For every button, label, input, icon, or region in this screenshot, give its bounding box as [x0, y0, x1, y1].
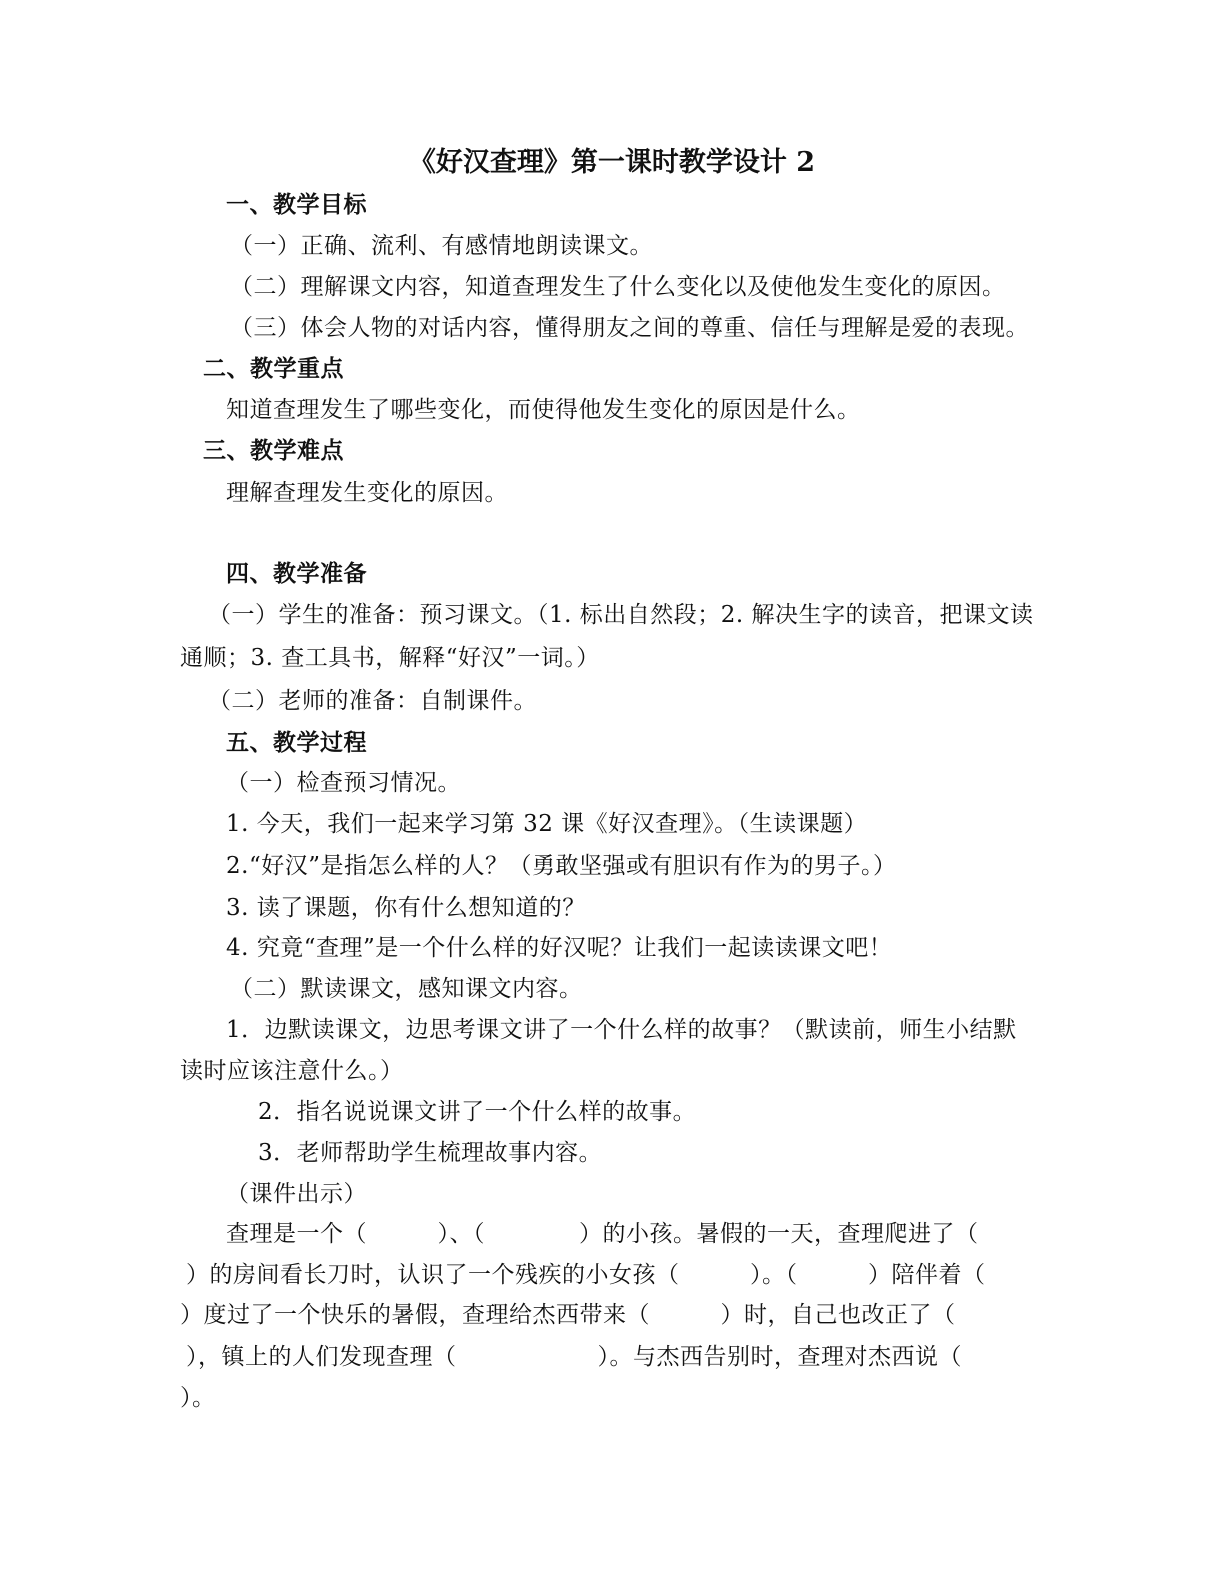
section-heading-process: 五、教学过程 [226, 729, 367, 756]
preparation-item-continued: 通顺；3. 查工具书，解释“好汉”一词。） [180, 645, 600, 671]
process-subheading: （二）默读课文，感知课文内容。 [230, 976, 583, 1002]
fill-in-blank-line: ）。 [180, 1385, 216, 1411]
process-item: 2.“好汉”是指怎么样的人？（勇敢坚强或有胆识有作为的男子。） [226, 853, 897, 879]
objective-item: （一）正确、流利、有感情地朗读课文。 [230, 233, 653, 259]
process-item: 1. 今天，我们一起来学习第 32 课《好汉查理》。（生读课题） [226, 811, 868, 837]
section-heading-key-points: 二、教学重点 [203, 355, 344, 382]
process-item: 3. 读了课题，你有什么想知道的？ [226, 895, 586, 921]
section-heading-difficulties: 三、教学难点 [203, 437, 344, 464]
process-item: 4. 究竟“查理”是一个什么样的好汉呢？让我们一起读读课文吧！ [226, 935, 893, 961]
preparation-item: （二）老师的准备：自制课件。 [208, 688, 537, 714]
process-item: 2．指名说说课文讲了一个什么样的故事。 [258, 1099, 697, 1125]
process-subheading: （一）检查预习情况。 [226, 770, 461, 796]
fill-in-blank-line: 查理是一个（ ）、（ ）的小孩。暑假的一天，查理爬进了（ [226, 1221, 979, 1247]
key-points-text: 知道查理发生了哪些变化，而使得他发生变化的原因是什么。 [226, 397, 861, 423]
section-heading-objectives: 一、教学目标 [226, 191, 367, 218]
fill-in-blank-line: ）度过了一个快乐的暑假，查理给杰西带来（ ）时，自己也改正了（ [180, 1302, 956, 1328]
preparation-item: （一）学生的准备：预习课文。（1. 标出自然段；2. 解决生字的读音，把课文读 [208, 602, 1034, 628]
difficulties-text: 理解查理发生变化的原因。 [226, 480, 508, 506]
process-item: 1．边默读课文，边思考课文讲了一个什么样的故事？（默读前，师生小结默 [226, 1017, 1017, 1043]
page-title: 《好汉查理》第一课时教学设计 2 [408, 147, 816, 178]
fill-in-blank-line: ），镇上的人们发现查理（ ）。与杰西告别时，查理对杰西说（ [186, 1344, 962, 1370]
process-item-continued: 读时应该注意什么。） [180, 1058, 404, 1084]
objective-item: （三）体会人物的对话内容，懂得朋友之间的尊重、信任与理解是爱的表现。 [230, 315, 1029, 341]
section-heading-preparation: 四、教学准备 [226, 560, 367, 587]
objective-item: （二）理解课文内容，知道查理发生了什么变化以及使他发生变化的原因。 [230, 274, 1006, 300]
fill-in-blank-line: ）的房间看长刀时，认识了一个残疾的小女孩（ ）。（ ）陪伴着（ [186, 1262, 986, 1288]
courseware-label: （课件出示） [226, 1181, 367, 1207]
process-item: 3．老师帮助学生梳理故事内容。 [258, 1140, 603, 1166]
